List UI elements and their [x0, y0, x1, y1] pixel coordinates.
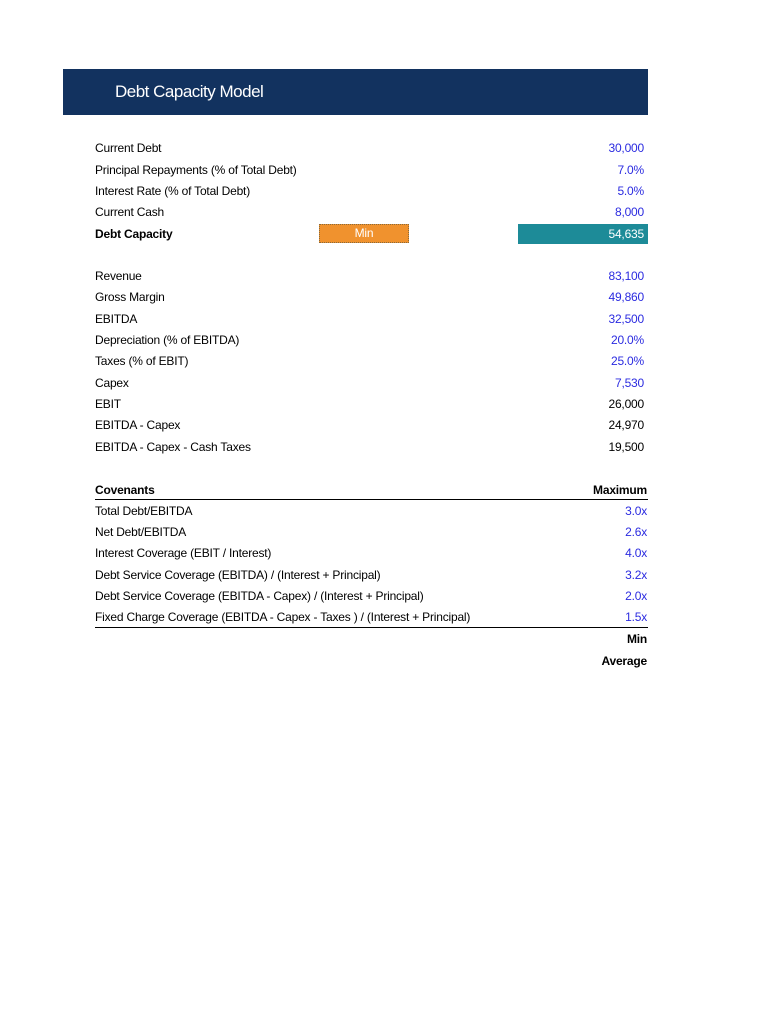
row-value[interactable]: 25.0% — [610, 354, 644, 368]
page-title: Debt Capacity Model — [115, 82, 264, 101]
row-value: 19,500 — [608, 440, 644, 454]
covenants-average-label: Average — [601, 654, 647, 668]
row-label: Current Debt — [95, 141, 162, 155]
debt-capacity-label: Debt Capacity — [95, 227, 173, 241]
row-label: Principal Repayments (% of Total Debt) — [95, 163, 297, 177]
title-bar — [63, 69, 648, 115]
row-value[interactable]: 8,000 — [614, 205, 644, 219]
financial-row-gross-margin — [95, 287, 648, 308]
capacity-method-selector[interactable]: Min — [319, 224, 409, 243]
debt-capacity-value: 54,635 — [608, 227, 644, 241]
row-value[interactable]: 3.0x — [625, 504, 647, 518]
financial-row-depreciation — [95, 330, 648, 351]
row-value[interactable]: 2.0x — [625, 589, 647, 603]
row-label: Net Debt/EBITDA — [95, 525, 187, 539]
financial-row-taxes — [95, 351, 648, 372]
row-value[interactable]: 2.6x — [625, 525, 647, 539]
row-value: 24,970 — [608, 418, 644, 432]
row-label: Taxes (% of EBIT) — [95, 354, 189, 368]
row-value[interactable]: 1.5x — [625, 610, 647, 624]
row-value: 26,000 — [608, 397, 644, 411]
row-label: Total Debt/EBITDA — [95, 504, 193, 518]
row-label: Debt Service Coverage (EBITDA - Capex) / (Interest + Principal) — [95, 589, 424, 603]
covenant-row-net-debt-ebitda — [95, 522, 648, 543]
row-value[interactable]: 7.0% — [617, 163, 644, 177]
covenant-row-total-debt-ebitda — [95, 501, 648, 522]
financial-row-ebitda — [95, 309, 648, 330]
row-value[interactable]: 83,100 — [608, 269, 644, 283]
debt-capacity-row — [95, 224, 648, 245]
covenants-header — [95, 480, 648, 501]
row-label: Fixed Charge Coverage (EBITDA - Capex - Taxes ) / (Interest + Principal) — [95, 610, 471, 624]
row-label: Current Cash — [95, 205, 164, 219]
row-label: EBITDA - Capex - Cash Taxes — [95, 440, 251, 454]
row-value[interactable]: 30,000 — [608, 141, 644, 155]
row-label: Interest Rate (% of Total Debt) — [95, 184, 250, 198]
row-label: EBITDA — [95, 312, 138, 326]
financial-row-ebit — [95, 394, 648, 415]
covenants-min-row — [95, 629, 648, 650]
row-value[interactable]: 20.0% — [610, 333, 644, 347]
financial-row-revenue — [95, 266, 648, 287]
row-label: Depreciation (% of EBITDA) — [95, 333, 240, 347]
row-label: EBIT — [95, 397, 121, 411]
covenants-average-row — [95, 651, 648, 672]
covenant-row-dscr-ebitda — [95, 565, 648, 586]
row-value[interactable]: 3.2x — [625, 568, 647, 582]
row-label: Interest Coverage (EBIT / Interest) — [95, 546, 272, 560]
covenant-row-fixed-charge-coverage — [95, 607, 648, 628]
row-label: Revenue — [95, 269, 142, 283]
input-row-principal-repayments — [95, 160, 648, 181]
row-value[interactable]: 5.0% — [617, 184, 644, 198]
input-row-interest-rate — [95, 181, 648, 202]
covenants-min-label: Min — [626, 632, 647, 646]
row-label: Debt Service Coverage (EBITDA) / (Interest + Principal) — [95, 568, 381, 582]
row-value[interactable]: 7,530 — [614, 376, 644, 390]
covenants-footer-rule — [95, 627, 648, 628]
row-value[interactable]: 4.0x — [625, 546, 647, 560]
covenants-heading: Covenants — [95, 483, 155, 497]
row-value[interactable]: 49,860 — [608, 290, 644, 304]
financial-row-capex — [95, 373, 648, 394]
financial-row-ebitda-capex — [95, 415, 648, 436]
debt-capacity-result — [518, 224, 648, 244]
input-row-current-debt — [95, 138, 648, 159]
row-label: Capex — [95, 376, 129, 390]
covenant-row-dscr-ebitda-capex — [95, 586, 648, 607]
covenants-max-heading: Maximum — [593, 483, 647, 497]
row-value[interactable]: 32,500 — [608, 312, 644, 326]
covenants-header-rule — [95, 499, 648, 500]
input-row-current-cash — [95, 202, 648, 223]
financial-row-ebitda-capex-cash-taxes — [95, 437, 648, 458]
covenant-row-interest-coverage — [95, 543, 648, 564]
row-label: EBITDA - Capex — [95, 418, 181, 432]
row-label: Gross Margin — [95, 290, 165, 304]
